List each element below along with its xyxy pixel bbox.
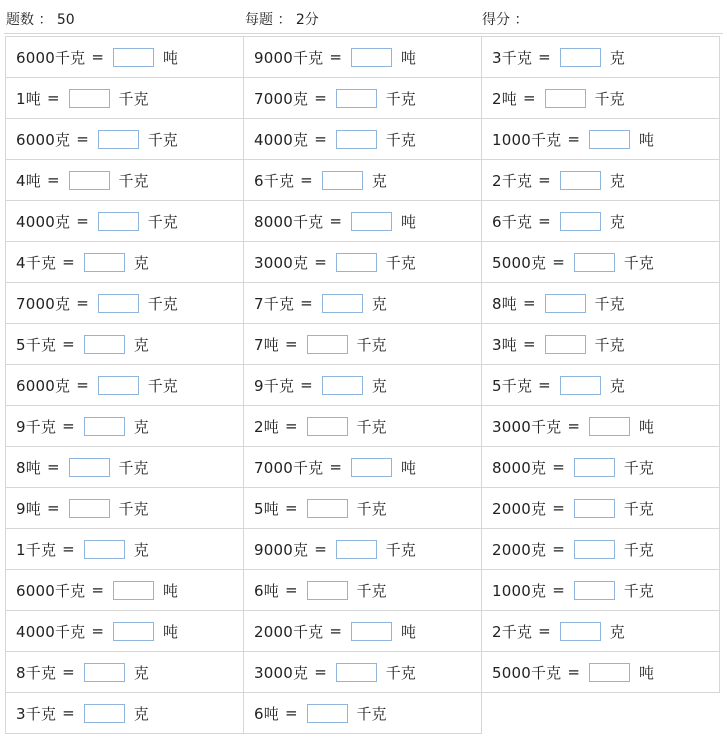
equals-sign: = [567,130,580,148]
question-cell [6,283,244,324]
equals-sign: = [300,376,313,394]
target-unit: 千克 [356,417,387,436]
question-cell [6,488,244,529]
answer-input[interactable] [560,212,601,231]
question-cell [244,611,482,652]
points-per-question: 每题 ： 2分 [245,12,319,28]
question-quantity: 4吨 [16,171,41,190]
question-quantity: 8000千克 [254,212,324,231]
target-unit: 千克 [356,335,387,354]
answer-input[interactable] [351,458,392,477]
question-quantity: 6000克 [16,376,71,395]
target-unit: 千克 [623,253,654,272]
question-quantity: 2吨 [492,89,517,108]
question-cell [482,570,720,611]
answer-input[interactable] [574,581,615,600]
equals-sign: = [538,622,551,640]
question-quantity: 3千克 [16,704,57,723]
equals-sign: = [567,663,580,681]
question-quantity: 5千克 [16,335,57,354]
answer-input[interactable] [84,253,125,272]
question-quantity: 7吨 [254,335,279,354]
target-unit: 千克 [385,89,416,108]
answer-input[interactable] [560,376,601,395]
question-cell [6,201,244,242]
question-cell [6,37,244,78]
question-cell [6,324,244,365]
equals-sign: = [552,540,565,558]
equals-sign: = [284,335,298,353]
equals-sign: = [552,458,565,476]
equals-sign: = [62,335,75,353]
question-cell [6,447,244,488]
question-cell [482,406,720,447]
target-unit: 克 [609,171,625,190]
question-cell [482,201,720,242]
question-cell [6,406,244,447]
answer-input[interactable] [560,171,601,190]
answer-input[interactable] [351,622,392,641]
target-unit: 吨 [400,458,416,477]
worksheet-header [0,0,727,34]
target-unit: 克 [133,417,149,436]
question-cell [244,78,482,119]
question-quantity: 3000千克 [492,417,562,436]
question-quantity: 3千克 [492,48,533,67]
target-unit: 千克 [356,581,387,600]
target-unit: 吨 [400,212,416,231]
question-cell [6,611,244,652]
score-label: 得分 ： [482,12,529,28]
question-cell [244,365,482,406]
question-cell [6,652,244,693]
target-unit: 吨 [400,48,416,67]
target-unit: 吨 [162,622,178,641]
question-quantity: 9000克 [254,540,309,559]
question-cell [244,201,482,242]
equals-sign: = [314,663,327,681]
answer-input[interactable] [98,294,139,313]
question-quantity: 4000克 [16,212,71,231]
target-unit: 千克 [594,89,625,108]
question-cell [6,78,244,119]
question-quantity: 7000千克 [254,458,324,477]
equals-sign: = [284,704,298,722]
question-quantity: 2吨 [254,417,279,436]
question-quantity: 9千克 [254,376,295,395]
target-unit: 千克 [594,294,625,313]
answer-input[interactable] [322,376,363,395]
empty-cell [482,693,720,734]
equals-sign: = [76,294,89,312]
question-quantity: 6吨 [254,581,279,600]
target-unit: 千克 [623,581,654,600]
target-unit: 千克 [385,253,416,272]
question-quantity: 4千克 [16,253,57,272]
question-quantity: 5吨 [254,499,279,518]
answer-input[interactable] [560,48,601,67]
target-unit: 克 [133,540,149,559]
question-quantity: 1吨 [16,89,41,108]
target-unit: 克 [133,704,149,723]
target-unit: 克 [133,663,149,682]
question-cell [482,611,720,652]
question-cell [6,529,244,570]
equals-sign: = [329,622,342,640]
question-cell [244,406,482,447]
question-cell [244,283,482,324]
answer-input[interactable] [589,417,630,436]
question-grid [5,36,720,734]
answer-input[interactable] [322,294,363,313]
answer-input[interactable] [336,253,377,272]
answer-input[interactable] [69,499,110,518]
answer-input[interactable] [98,376,139,395]
equals-sign: = [538,376,551,394]
question-quantity: 7千克 [254,294,295,313]
question-cell [244,37,482,78]
equals-sign: = [76,130,89,148]
question-quantity: 4000千克 [16,622,86,641]
answer-input[interactable] [336,663,377,682]
target-unit: 吨 [638,130,654,149]
question-cell [6,160,244,201]
question-quantity: 3吨 [492,335,517,354]
answer-input[interactable] [84,704,125,723]
target-unit: 千克 [623,458,654,477]
target-unit: 吨 [400,622,416,641]
answer-input[interactable] [574,499,615,518]
question-cell [482,242,720,283]
answer-input[interactable] [336,540,377,559]
answer-input[interactable] [307,704,348,723]
question-quantity: 1000千克 [492,130,562,149]
equals-sign: = [314,253,327,271]
target-unit: 千克 [118,171,149,190]
question-quantity: 9000千克 [254,48,324,67]
question-quantity: 6000克 [16,130,71,149]
equals-sign: = [91,48,104,66]
equals-sign: = [538,171,551,189]
answer-input[interactable] [307,581,348,600]
answer-input[interactable] [545,89,586,108]
question-quantity: 6千克 [492,212,533,231]
question-quantity: 2000克 [492,540,547,559]
answer-input[interactable] [98,212,139,231]
answer-input[interactable] [307,335,348,354]
answer-input[interactable] [69,89,110,108]
question-quantity: 1千克 [16,540,57,559]
question-quantity: 5千克 [492,376,533,395]
target-unit: 千克 [623,540,654,559]
equals-sign: = [91,622,104,640]
question-quantity: 8吨 [16,458,41,477]
question-quantity: 3000克 [254,253,309,272]
equals-sign: = [91,581,104,599]
answer-input[interactable] [307,417,348,436]
target-unit: 吨 [162,48,178,67]
header-divider [4,33,723,34]
equals-sign: = [62,540,75,558]
target-unit: 千克 [385,130,416,149]
equals-sign: = [76,376,89,394]
question-quantity: 2000千克 [254,622,324,641]
question-count: 题数 ： 50 [6,12,75,28]
answer-input[interactable] [336,130,377,149]
target-unit: 克 [609,212,625,231]
equals-sign: = [522,335,536,353]
equals-sign: = [314,89,327,107]
equals-sign: = [62,663,75,681]
question-cell [244,160,482,201]
question-quantity: 1000克 [492,581,547,600]
target-unit: 千克 [623,499,654,518]
equals-sign: = [329,458,342,476]
question-quantity: 9千克 [16,417,57,436]
question-quantity: 8吨 [492,294,517,313]
question-cell [244,488,482,529]
equals-sign: = [284,581,298,599]
question-cell [482,283,720,324]
question-cell [482,652,720,693]
question-quantity: 3000克 [254,663,309,682]
question-cell [482,365,720,406]
target-unit: 吨 [638,663,654,682]
question-quantity: 6000千克 [16,581,86,600]
question-quantity: 4000克 [254,130,309,149]
target-unit: 克 [609,48,625,67]
question-cell [6,693,244,734]
target-unit: 千克 [118,89,149,108]
equals-sign: = [300,294,313,312]
question-cell [244,693,482,734]
answer-input[interactable] [69,171,110,190]
equals-sign: = [284,499,298,517]
target-unit: 千克 [118,458,149,477]
target-unit: 克 [371,171,387,190]
target-unit: 千克 [594,335,625,354]
question-cell [244,570,482,611]
question-quantity: 9吨 [16,499,41,518]
target-unit: 克 [371,376,387,395]
question-quantity: 7000克 [16,294,71,313]
equals-sign: = [300,171,313,189]
question-quantity: 5000克 [492,253,547,272]
answer-input[interactable] [560,622,601,641]
question-cell [482,529,720,570]
answer-input[interactable] [574,540,615,559]
answer-input[interactable] [351,48,392,67]
question-cell [6,570,244,611]
target-unit: 千克 [356,704,387,723]
answer-input[interactable] [574,458,615,477]
question-cell [6,365,244,406]
answer-input[interactable] [113,622,154,641]
question-quantity: 6千克 [254,171,295,190]
equals-sign: = [284,417,298,435]
equals-sign: = [538,212,551,230]
answer-input[interactable] [113,581,154,600]
equals-sign: = [552,253,565,271]
question-cell [482,37,720,78]
answer-input[interactable] [84,663,125,682]
answer-input[interactable] [84,417,125,436]
answer-input[interactable] [69,458,110,477]
question-quantity: 6吨 [254,704,279,723]
question-quantity: 6000千克 [16,48,86,67]
equals-sign: = [538,48,551,66]
answer-input[interactable] [545,335,586,354]
equals-sign: = [522,89,536,107]
equals-sign: = [46,458,60,476]
equals-sign: = [314,540,327,558]
answer-input[interactable] [84,335,125,354]
question-cell [244,652,482,693]
target-unit: 克 [371,294,387,313]
target-unit: 克 [133,253,149,272]
question-cell [244,447,482,488]
answer-input[interactable] [322,171,363,190]
equals-sign: = [46,171,60,189]
question-cell [482,119,720,160]
answer-input[interactable] [589,663,630,682]
equals-sign: = [552,499,565,517]
answer-input[interactable] [351,212,392,231]
target-unit: 吨 [638,417,654,436]
question-cell [244,324,482,365]
answer-input[interactable] [589,130,630,149]
target-unit: 千克 [385,540,416,559]
target-unit: 克 [609,622,625,641]
question-cell [482,324,720,365]
question-cell [482,160,720,201]
answer-input[interactable] [574,253,615,272]
question-cell [482,78,720,119]
question-quantity: 2000克 [492,499,547,518]
equals-sign: = [567,417,580,435]
equals-sign: = [76,212,89,230]
question-quantity: 5000千克 [492,663,562,682]
question-quantity: 7000克 [254,89,309,108]
answer-input[interactable] [84,540,125,559]
equals-sign: = [46,89,60,107]
equals-sign: = [46,499,60,517]
target-unit: 千克 [147,294,178,313]
answer-input[interactable] [98,130,139,149]
question-cell [244,242,482,283]
target-unit: 克 [609,376,625,395]
equals-sign: = [552,581,565,599]
target-unit: 克 [133,335,149,354]
equals-sign: = [329,212,342,230]
question-cell [244,529,482,570]
target-unit: 千克 [147,130,178,149]
question-cell [482,488,720,529]
target-unit: 吨 [162,581,178,600]
equals-sign: = [329,48,342,66]
target-unit: 千克 [356,499,387,518]
question-cell [6,119,244,160]
equals-sign: = [314,130,327,148]
question-cell [244,119,482,160]
target-unit: 千克 [147,376,178,395]
equals-sign: = [62,704,75,722]
question-cell [482,447,720,488]
answer-input[interactable] [307,499,348,518]
target-unit: 千克 [385,663,416,682]
question-quantity: 8000克 [492,458,547,477]
answer-input[interactable] [545,294,586,313]
target-unit: 千克 [118,499,149,518]
answer-input[interactable] [113,48,154,67]
target-unit: 千克 [147,212,178,231]
question-cell [6,242,244,283]
equals-sign: = [62,253,75,271]
equals-sign: = [522,294,536,312]
question-quantity: 2千克 [492,171,533,190]
question-quantity: 2千克 [492,622,533,641]
question-quantity: 8千克 [16,663,57,682]
answer-input[interactable] [336,89,377,108]
equals-sign: = [62,417,75,435]
